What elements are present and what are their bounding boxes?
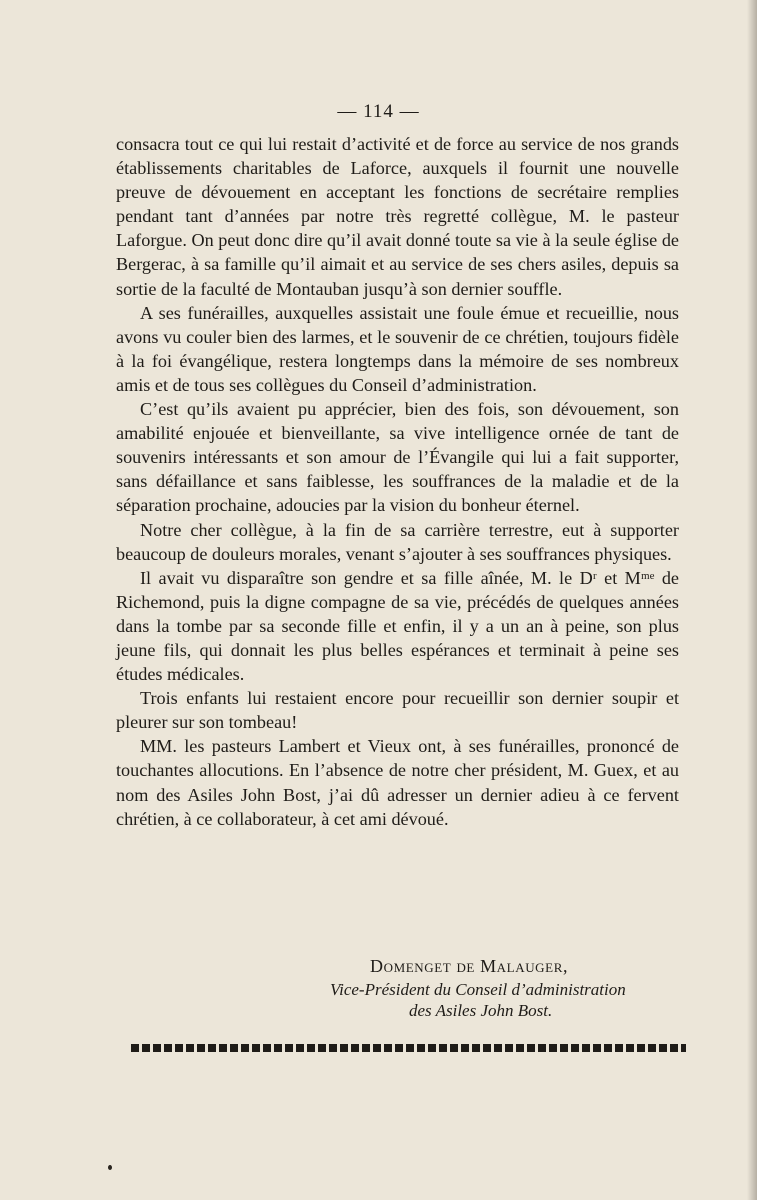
signature-organization: des Asiles John Bost. (409, 1001, 553, 1020)
decorative-rule (131, 1044, 686, 1052)
body-text (116, 132, 679, 831)
page-number: — 114 — (337, 101, 420, 122)
signature-name: Domenget de Malauger, (370, 956, 569, 976)
paragraph-3: C’est qu’ils avaient pu apprécier, bien des fois, son dévouement, son amabilité enjouée et bienveillante, sa vive intelligence ornée de tant de souvenirs intéressants et son amour de l’Évangile qui lui a fait supporter, sans défaillance et sans faiblesse, les souffrances de la maladie et de la séparation prochaine, adoucies par la vision du bonheur éternel. (116, 399, 679, 516)
ink-speck (108, 1165, 112, 1170)
paragraph-6: Trois enfants lui restaient encore pour recueillir son dernier soupir et pleurer sur son tombeau! (116, 688, 679, 733)
paragraph-5: Il avait vu disparaître son gendre et sa fille aînée, M. le Dʳ et Mᵐᵉ de Richemond, puis la digne compagne de sa vie, précédés de quelques années dans la tombe par sa seconde fille et enfin, il y a un an à peine, son plus jeune fils, qui donnait les plus belles espérances et terminait à peine ses études médicales. (116, 567, 679, 685)
signature-title: Vice-Président du Conseil d’administration (330, 980, 626, 999)
paragraph-4: Notre cher collègue, à la fin de sa carrière terrestre, eut à supporter beaucoup de douleurs morales, venant s’ajouter à ses souffrances physiques. (116, 519, 679, 564)
paragraph-2: A ses funérailles, auxquelles assistait une foule émue et recueillie, nous avons vu couler bien des larmes, et le souvenir de ce chrétien, toujours fidèle à la foi évangélique, restera longtemps dans la mémoire de ses nombreux amis et de tous ses collègues du Conseil d’administration. (116, 302, 679, 395)
paragraph-1: consacra tout ce qui lui restait d’activité et de force au service de nos grands établissements charitables de Laforce, auxquels il fournit une nouvelle preuve de dévouement en acceptant les fonctions de secrétaire remplies pendant tant d’années par notre très regretté collègue, M. le pasteur Laforgue. On peut donc dire qu’il avait donné toute sa vie à la seule église de Bergerac, à sa famille qu’il aimait et au service de ses chers asiles, depuis sa sortie de la faculté de Montauban jusqu’à son dernier souffle. (116, 134, 679, 299)
paragraph-7: MM. les pasteurs Lambert et Vieux ont, à ses funérailles, prononcé de touchantes allocutions. En l’absence de notre cher président, M. Guex, et au nom des Asiles John Bost, j’ai dû adresser un dernier adieu à ce fervent chrétien, à ce collaborateur, à cet ami dévoué. (116, 736, 679, 829)
